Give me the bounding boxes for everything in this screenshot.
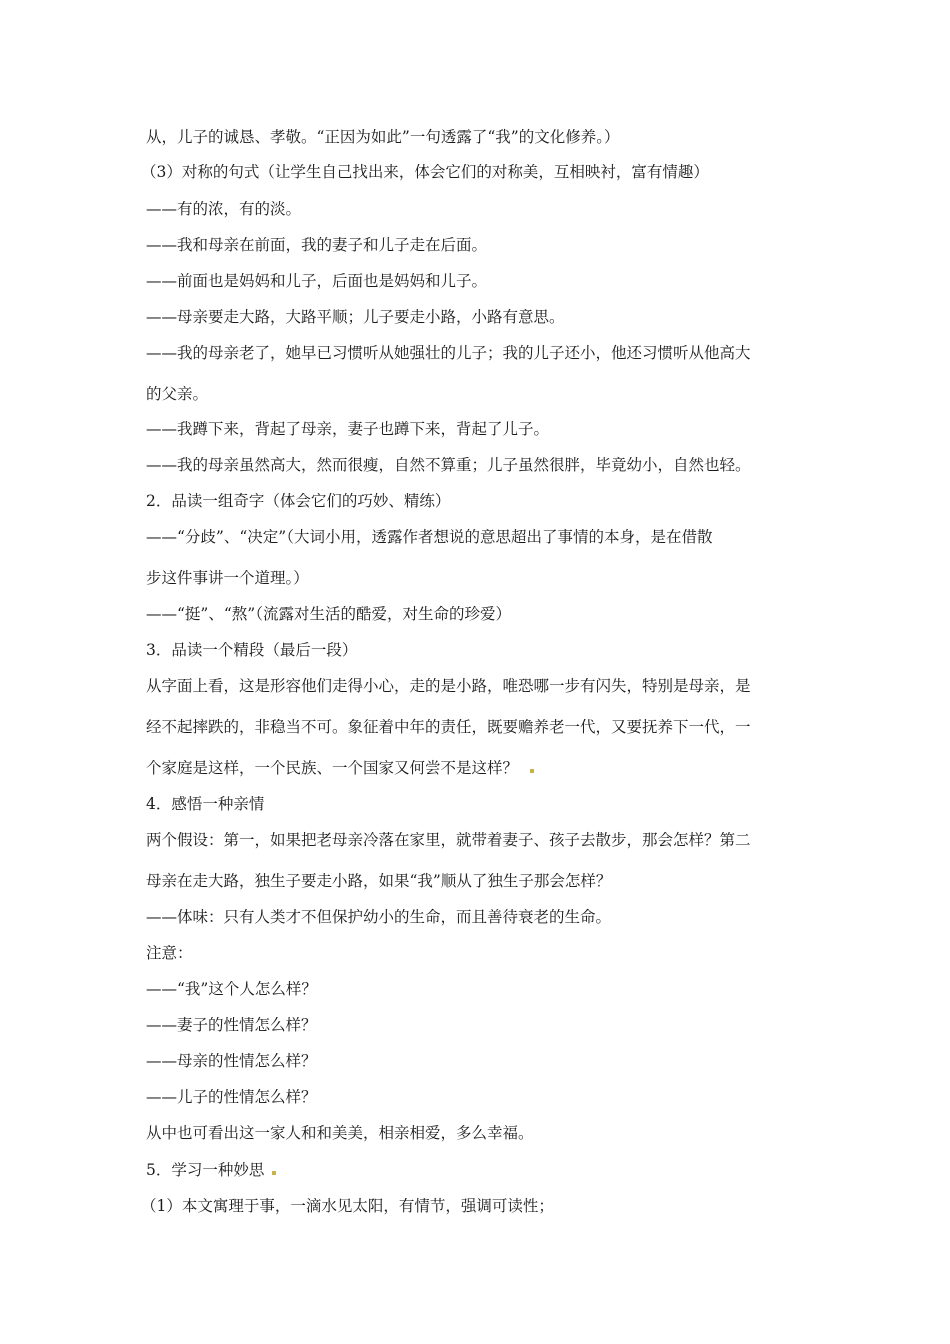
text-line	[146, 758, 535, 778]
text-line: 从中也可看出这一家人和和美美，相亲相爱，多么幸福。	[146, 1124, 534, 1142]
text-line: ——前面也是妈妈和儿子，后面也是妈妈和儿子。	[146, 272, 488, 290]
text-line: ——我和母亲在前面，我的妻子和儿子走在后面。	[146, 236, 488, 254]
text-line: ——母亲的性情怎么样？	[146, 1052, 317, 1070]
section-heading: 4．感悟一种亲情	[146, 795, 265, 813]
text-line: ——体味：只有人类才不但保护幼小的生命，而且善待衰老的生命。	[146, 908, 612, 926]
mark-dot	[272, 1171, 276, 1175]
text-line: 两个假设：第一，如果把老母亲冷落在家里，就带着妻子、孩子去散步，那会怎样？第二	[146, 831, 751, 849]
text-line: ——有的浓，有的淡。	[146, 200, 302, 218]
text-line: 母亲在走大路，独生子要走小路，如果“我”顺从了独生子那会怎样？	[146, 872, 612, 890]
text-line: ——“分歧”、“决定”（大词小用，透露作者想说的意思超出了事情的本身，是在借散	[146, 528, 713, 546]
text-line: 从，儿子的诚恳、孝敬。“正因为如此”一句透露了“我”的文化修养。）	[146, 128, 620, 146]
text-line: ——“挺”、“熬”（流露对生活的酷爱，对生命的珍爱）	[146, 605, 511, 623]
text-line: ——妻子的性情怎么样？	[146, 1016, 317, 1034]
section-heading: 2．品读一组奇字（体会它们的巧妙、精练）	[146, 492, 451, 510]
text-line: 从字面上看，这是形容他们走得小心，走的是小路，唯恐哪一步有闪失，特别是母亲，是	[146, 677, 751, 695]
section-heading	[146, 1160, 277, 1180]
section-heading: 3．品读一个精段（最后一段）	[146, 641, 358, 659]
text-line: ——儿子的性情怎么样？	[146, 1088, 317, 1106]
mark-dot	[530, 769, 534, 773]
text-line: ——我的母亲虽然高大，然而很瘦，自然不算重；儿子虽然很胖，毕竟幼小，自然也轻。	[146, 456, 751, 474]
text-line: （3）对称的句式（让学生自己找出来，体会它们的对称美，互相映衬，富有情趣）	[141, 163, 709, 181]
text-line: 的父亲。	[146, 385, 209, 403]
text-span: 5．学习一种妙思	[146, 1161, 265, 1179]
text-span: 个家庭是这样，一个民族、一个国家又何尝不是这样？	[146, 759, 519, 777]
text-line: ——我蹲下来，背起了母亲，妻子也蹲下来，背起了儿子。	[146, 420, 550, 438]
text-line: 经不起摔跌的，非稳当不可。象征着中年的责任，既要赡养老一代，又要抚养下一代，一	[146, 718, 751, 736]
text-line: 注意：	[146, 944, 193, 962]
text-line: ——我的母亲老了，她早已习惯听从她强壮的儿子；我的儿子还小，他还习惯听从他高大	[146, 344, 751, 362]
text-line: ——“我”这个人怎么样？	[146, 980, 317, 998]
text-line: ——母亲要走大路，大路平顺；儿子要走小路，小路有意思。	[146, 308, 565, 326]
text-line: 步这件事讲一个道理。）	[146, 569, 309, 587]
text-line: （1）本文寓理于事，一滴水见太阳，有情节，强调可读性；	[141, 1197, 554, 1215]
